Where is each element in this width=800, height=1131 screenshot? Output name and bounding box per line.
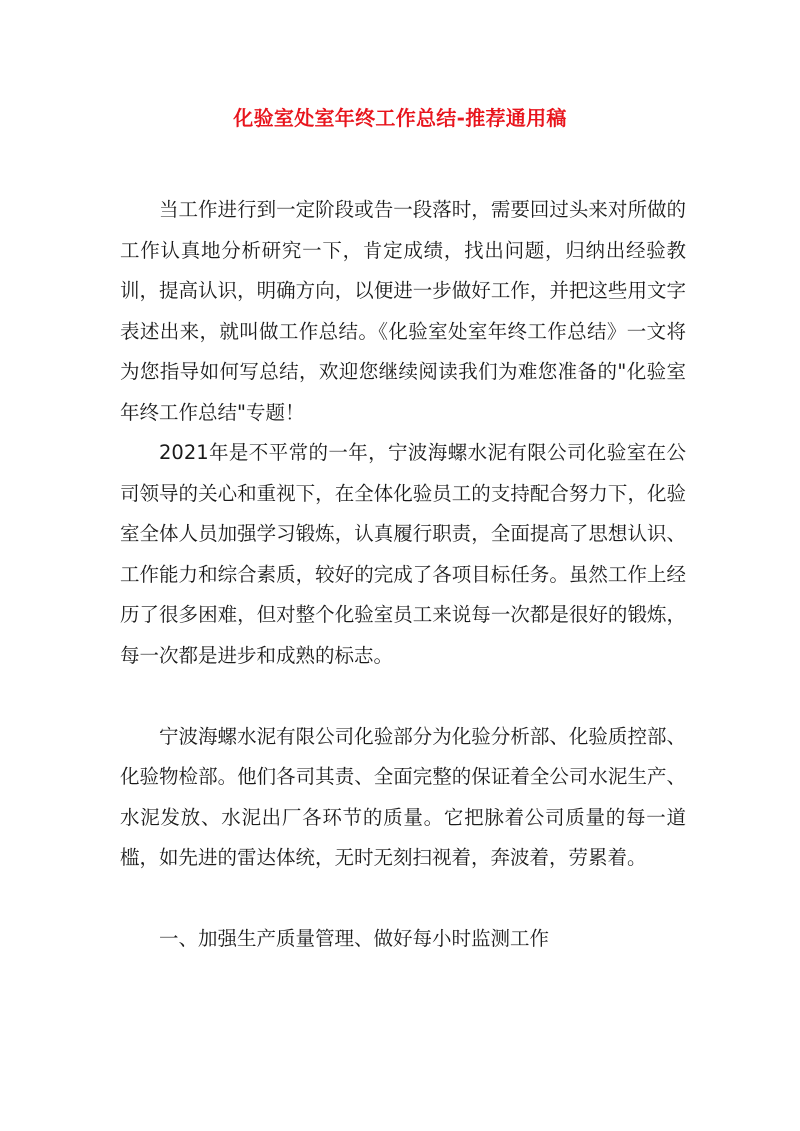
document-title: 化验室处室年终工作总结-推荐通用稿 xyxy=(233,106,567,130)
paragraph-intro: 当工作进行到一定阶段或告一段落时，需要回过头来对所做的工作认真地分析研究一下，肯定成绩，找出问题，归纳出经验教训，提高认识，明确方向，以便进一步做好工作，并把这些用文字表述出来，就叫做工作总结。《化验室处室年终工作总结》一文将为您指导如何写总结，欢迎您继续阅读我们为难您准备的"化验室年终工作总结"专题！ xyxy=(120,198,686,424)
paragraph-spacer xyxy=(120,879,686,920)
paragraph-2021-summary: 2021年是不平常的一年，宁波海螺水泥有限公司化验室在公司领导的关心和重视下，在全体化验员工的支持配合努力下，化验室全体人员加强学习锻炼，认真履行职责，全面提高了思想认识、工作能力和综合素质，较好的完成了各项目标任务。虽然工作上经历了很多困难，但对整个化验室员工来说每一次都是很好的锻炼，每一次都是进步和成熟的标志。 xyxy=(120,441,686,667)
paragraph-department-overview: 宁波海螺水泥有限公司化验部分为化验分析部、化验质控部、化验物检部。他们各司其责、全面完整的保证着全公司水泥生产、水泥发放、水泥出厂各环节的质量。它把脉着公司质量的每一道槛，如先进的雷达体统，无时无刻扫视着，奔波着，劳累着。 xyxy=(120,724,686,869)
document-body xyxy=(120,190,686,960)
paragraph-spacer xyxy=(120,676,686,717)
section-heading-1: 一、加强生产质量管理、做好每小时监测工作 xyxy=(159,927,550,950)
